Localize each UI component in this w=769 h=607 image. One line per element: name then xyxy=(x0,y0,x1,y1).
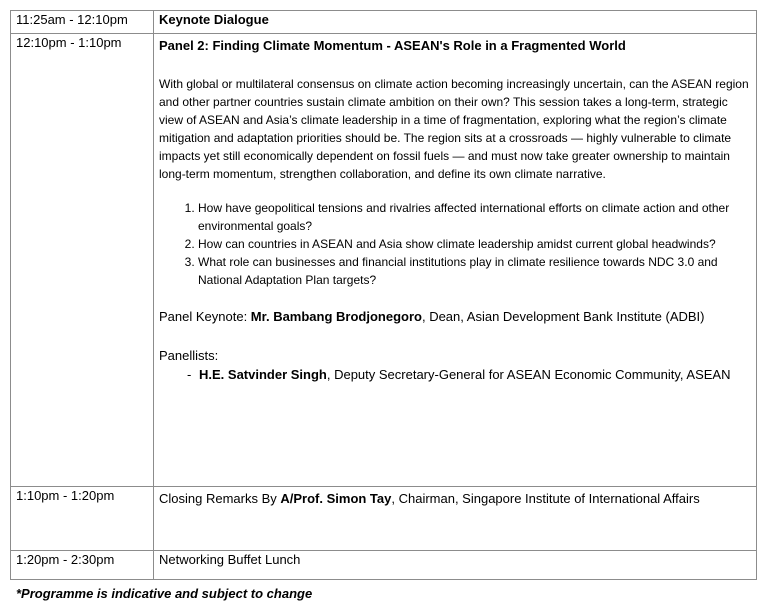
panellist-name: H.E. Satvinder Singh xyxy=(199,367,327,382)
question-item: 1. How have geopolitical tensions and rivalries affected international efforts on climate action and other environmental goals? xyxy=(198,199,752,235)
session-cell xyxy=(154,487,757,551)
panellist-role: , Deputy Secretary-General for ASEAN Economic Community, ASEAN xyxy=(326,367,731,382)
keynote-label: Panel Keynote: xyxy=(159,309,251,324)
time-cell: 11:25am - 12:10pm xyxy=(11,11,154,34)
panellists-label: Panellists: xyxy=(159,348,219,363)
keynote-speaker-name: Mr. Bambang Brodjonegoro xyxy=(250,309,422,324)
closing-speaker-name: A/Prof. Simon Tay xyxy=(280,491,392,506)
panel-title: Panel 2: Finding Climate Momentum - ASEAN's Role in a Fragmented World xyxy=(159,38,626,53)
closing-remarks xyxy=(159,489,752,508)
closing-speaker-role: , Chairman, Singapore Institute of International Affairs xyxy=(391,491,700,506)
time-cell: 12:10pm - 1:10pm xyxy=(11,34,154,487)
schedule-row xyxy=(11,487,757,551)
time-cell: 1:10pm - 1:20pm xyxy=(11,487,154,551)
session-title: Keynote Dialogue xyxy=(154,11,757,34)
session-title: Networking Buffet Lunch xyxy=(154,551,757,580)
closing-prefix: Closing Remarks By xyxy=(159,491,281,506)
question-item: 2. How can countries in ASEAN and Asia show climate leadership amidst current global headwinds? xyxy=(198,235,752,253)
question-item: 3. What role can businesses and financial institutions play in climate resilience towards NDC 3.0 and National Adaptation Plan targets? xyxy=(198,253,752,289)
panel-description: With global or multilateral consensus on climate action becoming increasingly uncertain, can the ASEAN region and other partner countries sustain climate ambition on their own? This session takes a long-term, strategic view of ASEAN and Asia’s climate leadership in a time of fragmentation, exploring what the region’s climate mitigation and adaptation priorities should be. The region sits at a crossroads — highly vulnerable to climate impacts yet still economically dependent on fossil fuels — and must now take greater ownership to maintain long-term momentum, strengthen collaboration, and define its own climate narrative. xyxy=(159,77,749,181)
programme-table xyxy=(10,10,757,580)
schedule-row xyxy=(11,11,757,34)
programme-footnote: *Programme is indicative and subject to change xyxy=(16,586,313,601)
schedule-row xyxy=(11,34,757,487)
list-dash: - xyxy=(187,367,192,382)
panel-keynote xyxy=(159,307,752,326)
time-cell: 1:20pm - 2:30pm xyxy=(11,551,154,580)
keynote-speaker-role: , Dean, Asian Development Bank Institute (ADBI) xyxy=(421,309,705,324)
question-list xyxy=(159,199,752,289)
schedule-row xyxy=(11,551,757,580)
session-cell xyxy=(154,34,757,487)
panellist-item xyxy=(159,365,752,384)
